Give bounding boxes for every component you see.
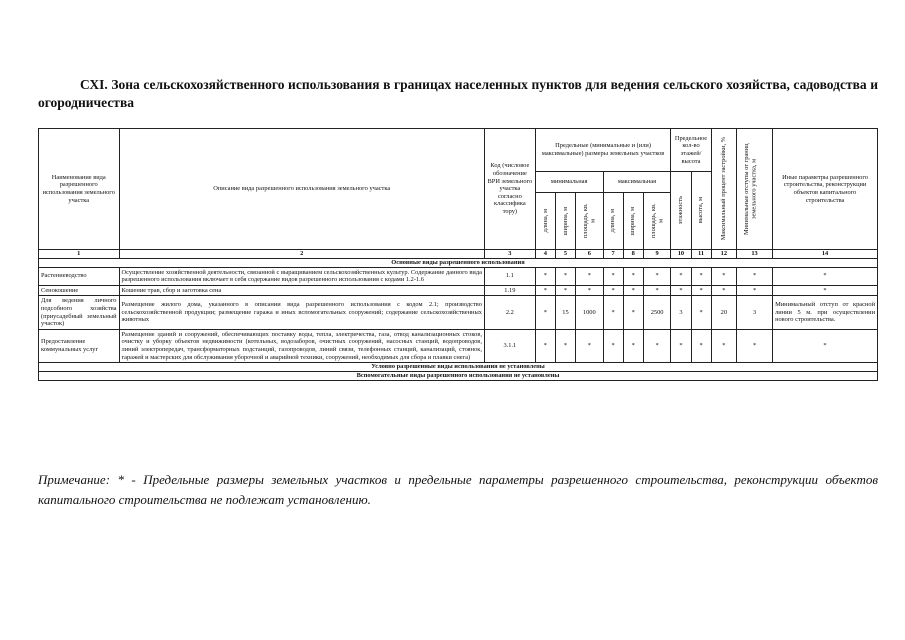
row-description: Размещение жилого дома, указанного в описании вида разрешенного использования с кодом 2.1; производство сельскохозяйственной продукции; размещение гаража и иных вспомогательных сооружений; содержание сельскохозяйственных животных [119,296,484,329]
header-floor-count: этажность [671,172,691,250]
row-value: * [535,285,555,296]
row-value: * [643,267,671,285]
row-code: 1.1 [484,267,535,285]
header-description: Описание вида разрешенного использования земельного участка [119,129,484,250]
header-code: Код (числовое обозначение ВРИ земельного участка согласно классифика тору) [484,129,535,250]
row-value: * [555,285,575,296]
row-description: Кошение трав, сбор и заготовка сена [119,285,484,296]
row-value: * [576,285,604,296]
row-value: * [691,296,711,329]
row-value: * [643,329,671,362]
row-value: * [623,296,643,329]
column-number: 10 [671,250,691,259]
row-value: * [603,285,623,296]
row-value: * [691,329,711,362]
row-value: * [603,329,623,362]
row-value: * [623,267,643,285]
row-value: * [691,267,711,285]
row-value: * [773,329,878,362]
row-other-params: Минимальный отступ от красной линии 5 м. при осуществлении нового строительства. [773,296,878,329]
row-value: * [737,329,773,362]
table-row [39,285,878,296]
header-min-length: длина, м [535,193,555,250]
row-description: Размещение зданий и сооружений, обеспечивающих поставку воды, тепла, электричества, газа, отвод канализационных стоков, очистку и уборку объектов недвижимости (котельных, водозаборов, очистных сооружений, насосных станций, водопроводов, линий электропередач, трансформаторных подстанций, газопроводов, линий связи, телефонных станций, канализаций, стоянок, гаражей и мастерских для обслуживания уборочной и аварийной техники, сооружений, необходимых для сбора и плавки снега) [119,329,484,362]
header-floors: Предельное кол-во этажей/ высота [671,129,711,172]
header-max-width: ширина, м [623,193,643,250]
row-value: 3 [671,296,691,329]
section-main-uses: Основные виды разрешенного использования [39,258,878,267]
row-value: * [643,285,671,296]
row-description: Осуществление хозяйственной деятельности, связанной с выращиванием сельскохозяйственных культур. Содержание данного вида разрешенного использования включает в себя содержание видов разрешенного использования с кодами 1.2-1.6 [119,267,484,285]
section-heading: СХI. Зона сельскохозяйственного использования в границах населенных пунктов для ведения сельского хозяйства, садоводства и огородничества [38,77,878,110]
row-value: 20 [711,296,736,329]
column-number: 3 [484,250,535,259]
row-value: * [711,329,736,362]
header-min: минимальная [535,172,603,193]
row-value: * [737,267,773,285]
row-value: 15 [555,296,575,329]
table-row [39,296,878,329]
header-build-percent: Максимальный процент застройки, % [711,129,736,250]
header-max: максимальная [603,172,671,193]
section-conditional-uses: Условно разрешенные виды использования не установлены [39,363,878,372]
header-height: высота, м [691,172,711,250]
row-value: * [603,296,623,329]
row-value: * [576,267,604,285]
table-row [39,329,878,362]
column-number: 2 [119,250,484,259]
footnote: Примечание: * - Предельные размеры земельных участков и предельные параметры разрешенного строительства, реконструкции объектов капитального строительства не подлежат установлению. [38,472,878,507]
column-number: 13 [737,250,773,259]
row-value: * [671,267,691,285]
table-row [39,267,878,285]
column-number: 14 [773,250,878,259]
row-value: 1000 [576,296,604,329]
row-code: 2.2 [484,296,535,329]
header-min-width: ширина, м [555,193,575,250]
column-number: 9 [643,250,671,259]
column-numbers-row [39,250,878,259]
column-number: 4 [535,250,555,259]
row-value: * [773,285,878,296]
row-code: 1.19 [484,285,535,296]
column-number: 12 [711,250,736,259]
row-value: * [623,329,643,362]
column-number: 1 [39,250,120,259]
row-code: 3.1.1 [484,329,535,362]
row-value: * [535,267,555,285]
header-min-area: площадь, кв. м [576,193,604,250]
header-name: Наименование вида разрешенного использования земельного участка [39,129,120,250]
column-number: 8 [623,250,643,259]
column-number: 6 [576,250,604,259]
header-other-params: Иные параметры разрешенного строительства, реконструкции объектов капитального строительства [773,129,878,250]
row-value: * [671,329,691,362]
row-value: * [603,267,623,285]
row-name: Сенокошение [39,285,120,296]
row-value: * [535,329,555,362]
row-value: 2500 [643,296,671,329]
row-value: 3 [737,296,773,329]
row-value: * [711,285,736,296]
header-max-length: длина, м [603,193,623,250]
row-value: * [773,267,878,285]
row-value: * [623,285,643,296]
column-number: 11 [691,250,711,259]
zoning-table [38,128,878,381]
row-value: * [535,296,555,329]
header-plot-sizes: Предельные (минимальные и (или) максимальные) размеры земельных участков [535,129,671,172]
section-auxiliary-uses: Вспомогательные виды разрешенного использования не установлены [39,372,878,381]
row-name: Растениеводство [39,267,120,285]
row-value: * [671,285,691,296]
row-name: Предоставление коммунальных услуг [39,329,120,362]
row-value: * [691,285,711,296]
header-min-indent: Минимальные отступы от границ земельного участка, м [737,129,773,250]
column-number: 5 [555,250,575,259]
column-number: 7 [603,250,623,259]
row-value: * [711,267,736,285]
row-value: * [555,329,575,362]
row-value: * [737,285,773,296]
header-max-area: площадь, кв. м [643,193,671,250]
row-name: Для ведения личного подсобного хозяйства (приусадебный земельный участок) [39,296,120,329]
row-value: * [576,329,604,362]
row-value: * [555,267,575,285]
